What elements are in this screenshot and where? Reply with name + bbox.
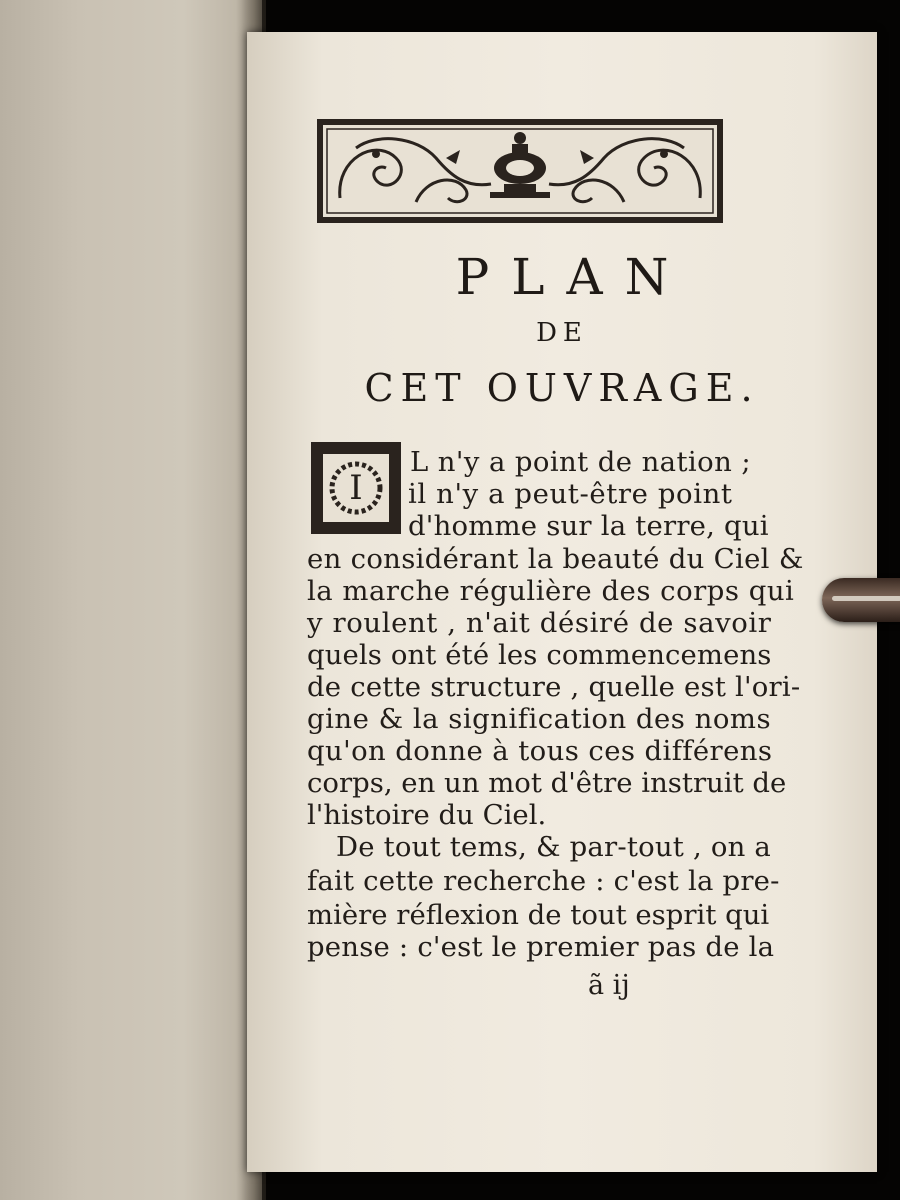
text-line: de cette structure , quelle est l'ori- [307,671,801,703]
text-line: fait cette recherche : c'est la pre- [307,865,780,897]
ornamental-headpiece [316,118,724,224]
bookmark-ribbon [822,578,900,622]
text-line: la marche régulière des corps qui [307,575,795,607]
text-line: il n'y a peut-être point [408,478,733,510]
text-line: gine & la signification des noms [307,703,772,735]
text-line: y roulent , n'ait désiré de savoir [307,607,772,639]
dropcap-letter: I [349,468,363,508]
title-connector: DE [536,318,588,348]
dropcap-block [311,442,401,534]
text-line: quels ont été les commencemens [307,639,772,671]
text-line: mière réflexion de tout esprit qui [307,899,770,931]
page-title: PLAN [455,248,691,306]
text-line: d'homme sur la terre, qui [408,510,769,542]
text-line: De tout tems, & par-tout , on a [336,831,772,863]
text-line: pense : c'est le premier pas de la [307,931,775,963]
title-subject: CET OUVRAGE. [364,366,760,410]
catchword: ã ij [588,970,630,1001]
text-line: L n'y a point de nation ; [410,446,751,478]
text-line: qu'on donne à tous ces différens [307,735,773,767]
text-line: l'histoire du Ciel. [307,799,547,831]
left-page [0,0,262,1200]
text-line: corps, en un mot d'être instruit de [307,767,787,799]
text-line: en considérant la beauté du Ciel & [307,543,804,575]
